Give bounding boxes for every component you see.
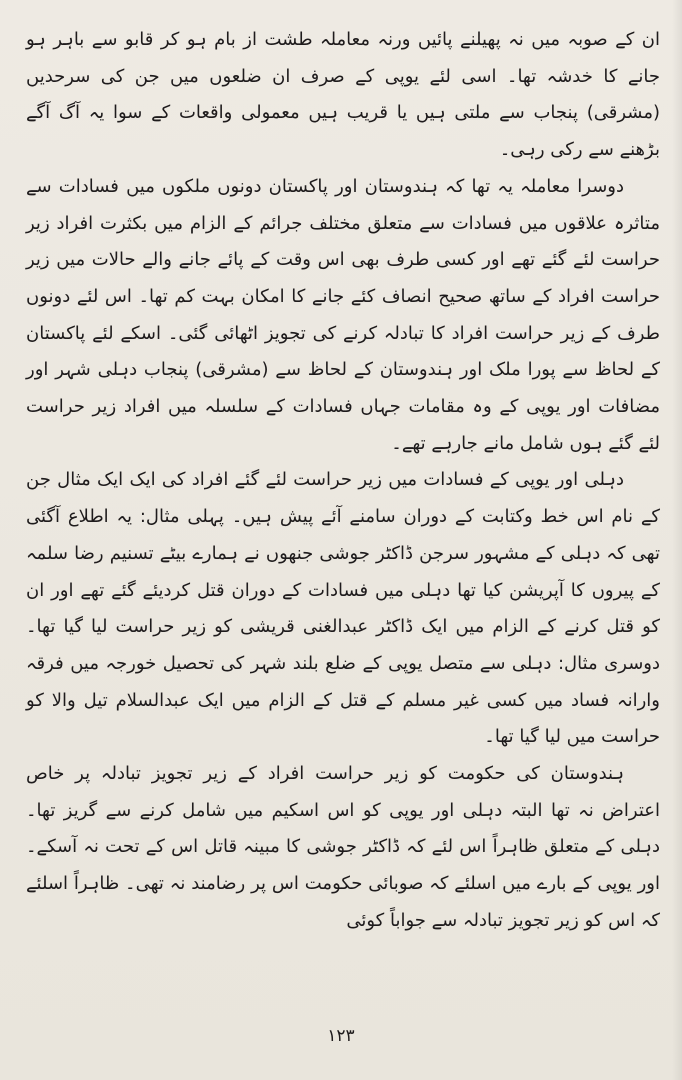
paragraph-4: ہندوستان کی حکومت کو زیر حراست افراد کے زیر تجویز تبادلہ پر خاص اعتراض نہ تھا البتہ دہلی اور یوپی کو اس اسکیم میں شامل کرنے سے گریز تھا۔ دہلی کے متعلق ظاہراً اس لئے کہ ڈاکٹر جوشی کا مبینہ قاتل اس کے تحت نہ آسکے۔ اور یوپی کے بارے میں اسلئے کہ صوبائی حکومت اس پر رضامند نہ تھی۔ ظاہراً اسلئے کہ اس کو زیر تجویز تبادلہ سے جواباً کوئی xyxy=(26,763,661,931)
paragraph-3: دہلی اور یوپی کے فسادات میں زیر حراست لئے گئے افراد کی ایک ایک مثال جن کے نام اس خط وکتابت کے دوران سامنے آئے پیش ہیں۔ پہلی مثال: یہ اطلاع آگئی تھی کہ دہلی کے مشہور سرجن ڈاکٹر جوشی جنھوں نے ہمارے بیٹے تسنیم رضا سلمہ کے پیروں کا آپریشن کیا تھا دہلی میں فسادات کے دوران قتل کردیئے گئے تھے اور ان کو قتل کرنے کے الزام میں ایک ڈاکٹر عبدالغنی قریشی کو زیر حراست لیا گیا تھا۔ دوسری مثال: دہلی سے متصل یوپی کے ضلع بلند شہر کی تحصیل خورجہ میں فرقہ وارانہ فساد میں کسی غیر مسلم کے قتل کے الزام میں ایک عبدالسلام تیل والا کو حراست میں لیا گیا تھا۔ xyxy=(26,469,660,748)
page-number: ۱۲۳ xyxy=(327,1026,355,1046)
page-edge-shadow xyxy=(672,0,682,1080)
page-body-text xyxy=(26,22,660,940)
paragraph-1: ان کے صوبہ میں نہ پھیلنے پائیں ورنہ معاملہ طشت از بام ہو کر قابو سے باہر ہو جانے کا خدشہ تھا۔ اسی لئے یوپی کے صرف ان ضلعوں میں جن کی سرحدیں (مشرقی) پنجاب سے ملتی ہیں یا قریب ہیں معمولی واقعات کے سوا یہ آگ آگے بڑھنے سے رکی رہی۔ xyxy=(26,29,660,161)
paragraph-2: دوسرا معاملہ یہ تھا کہ ہندوستان اور پاکستان دونوں ملکوں میں فسادات سے متاثرہ علاقوں میں فسادات سے متعلق مختلف جرائم کے الزام میں بکثرت افراد زیر حراست لئے گئے تھے اور کسی طرف بھی اس وقت کے پائے جانے والے حالات میں زیر حراست افراد کے ساتھ صحیح انصاف کئے جانے کا امکان بہت کم تھا۔ اس لئے دونوں طرف کے زیر حراست افراد کا تبادلہ کرنے کی تجویز اٹھائی گئی۔ اسکے لئے پاکستان کے لحاظ سے پورا ملک اور ہندوستان کے لحاظ سے (مشرقی) پنجاب دہلی شہر اور مضافات اور یوپی کے وہ مقامات جہاں فسادات کے سلسلہ میں افراد زیر حراست لئے گئے ہوں شامل مانے جارہے تھے۔ xyxy=(26,175,660,454)
